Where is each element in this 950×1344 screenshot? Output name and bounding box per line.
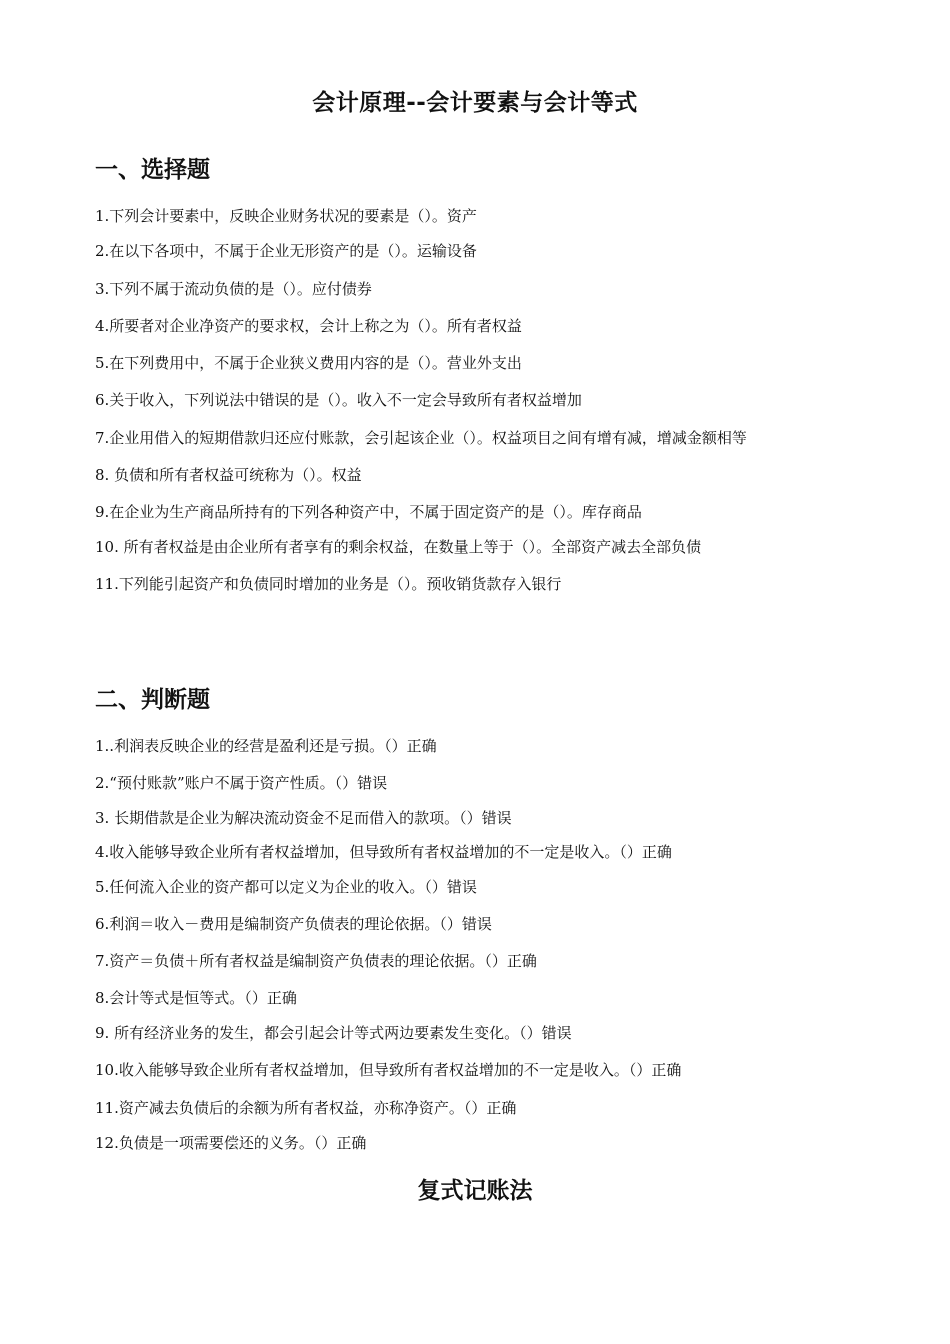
list-item: 9.在企业为生产商品所持有的下列各种资产中，不属于固定资产的是（）。库存商品 <box>95 503 642 521</box>
list-item: 5.任何流入企业的资产都可以定义为企业的收入。（）错误 <box>95 878 477 896</box>
list-item: 11.资产减去负债后的余额为所有者权益，亦称净资产。（）正确 <box>95 1099 517 1117</box>
list-item: 10. 所有者权益是由企业所有者享有的剩余权益，在数量上等于（）。全部资产减去全部负债 <box>95 538 702 556</box>
list-item: 5.在下列费用中，不属于企业狭义费用内容的是（）。营业外支出 <box>95 354 522 372</box>
list-item: 10.收入能够导致企业所有者权益增加，但导致所有者权益增加的不一定是收入。（）正确 <box>95 1061 682 1079</box>
section-heading-judgement: 二、判断题 <box>95 687 210 713</box>
list-item: 8. 负债和所有者权益可统称为（）。权益 <box>95 466 362 484</box>
list-item: 3. 长期借款是企业为解决流动资金不足而借入的款项。（）错误 <box>95 809 512 827</box>
list-item: 1..利润表反映企业的经营是盈利还是亏损。（）正确 <box>95 737 437 755</box>
list-item: 6.利润＝收入－费用是编制资产负债表的理论依据。（）错误 <box>95 915 492 933</box>
section-heading-choice: 一、选择题 <box>95 157 210 183</box>
list-item: 7.企业用借入的短期借款归还应付账款，会引起该企业（）。权益项目之间有增有减，增减金额相等 <box>95 429 747 447</box>
list-item: 9. 所有经济业务的发生，都会引起会计等式两边要素发生变化。（）错误 <box>95 1024 572 1042</box>
list-item: 12.负债是一项需要偿还的义务。（）正确 <box>95 1134 367 1152</box>
list-item: 7.资产＝负债＋所有者权益是编制资产负债表的理论依据。（）正确 <box>95 952 537 970</box>
list-item: 3.下列不属于流动负债的是（）。应付债券 <box>95 280 372 298</box>
list-item: 4.所要者对企业净资产的要求权，会计上称之为（）。所有者权益 <box>95 317 522 335</box>
document-title: 会计原理--会计要素与会计等式 <box>312 90 638 116</box>
list-item: 4.收入能够导致企业所有者权益增加，但导致所有者权益增加的不一定是收入。（）正确 <box>95 843 672 861</box>
list-item: 2.在以下各项中，不属于企业无形资产的是（）。运输设备 <box>95 242 477 260</box>
list-item: 1.下列会计要素中，反映企业财务状况的要素是（）。资产 <box>95 207 477 225</box>
list-item: 8.会计等式是恒等式。（）正确 <box>95 989 297 1007</box>
next-chapter-title: 复式记账法 <box>417 1178 533 1204</box>
list-item: 6.关于收入，下列说法中错误的是（）。收入不一定会导致所有者权益增加 <box>95 391 582 409</box>
list-item: 2.“预付账款”账户不属于资产性质。（）错误 <box>95 774 388 792</box>
list-item: 11.下列能引起资产和负债同时增加的业务是（）。预收销货款存入银行 <box>95 575 562 593</box>
